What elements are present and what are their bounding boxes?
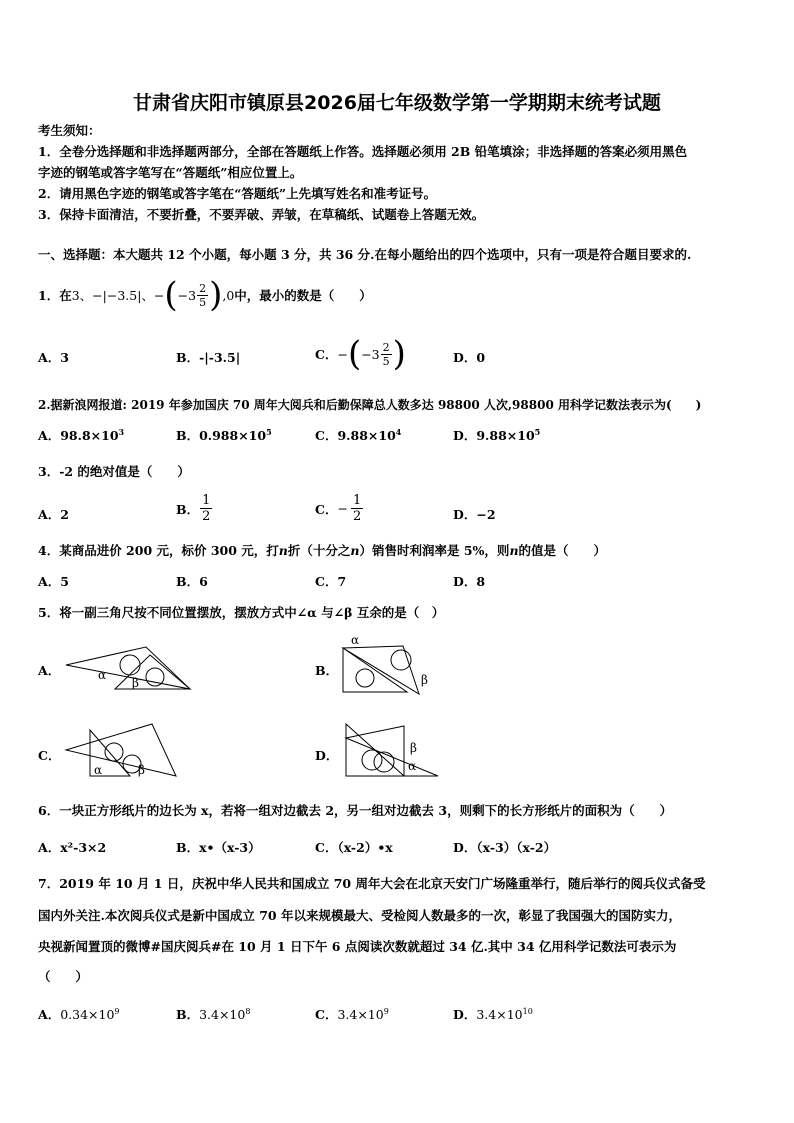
q7-option-c-exponent: 9 [383,1006,389,1016]
q2-option-a-exponent: 3 [118,426,125,437]
q1-option-c-sign: − [337,346,348,362]
q5-figure-a [60,643,205,693]
section-heading: 一、选择题：本大题共 12 个小题，每小题 3 分，共 36 分.在每小题给出的四个选项中，只有一项是符合题目要求的. [38,247,692,262]
q3-option-b-denominator: 2 [202,509,211,524]
q7-option-a-base: 0.34×10 [60,1007,115,1022]
question-6: 6．一块正方形纸片的边长为 x，若将一组对边截去 2，另一组对边截去 3，则剩下的长方形纸片的面积为（ ） [38,803,673,818]
q2-option-d-exponent: 5 [534,426,541,437]
q1-expression-a: 3、−|−3.5|、− [71,288,165,303]
q1-mixed-whole: −3 [177,287,197,303]
q1-option-c-whole: −3 [361,346,380,362]
q2-option-c[interactable] [315,426,401,444]
q4-text-d: 的值是（ ） [518,543,607,558]
q3-option-c[interactable] [315,494,364,523]
q3-option-b[interactable] [176,494,213,523]
question-7-line-1: 7．2019 年 10 月 1 日，庆祝中华人民共和国成立 70 周年大会在北京天安门广场隆重举行，随后举行的阅兵仪式备受 [38,876,706,891]
q3-option-c-sign: − [337,501,348,516]
q2-option-a-base: A．98.8×10 [38,428,119,443]
q2-option-c-exponent: 4 [395,426,402,437]
question-7-line-3: 央视新闻置顶的微博#国庆阅兵#在 10 月 1 日下午 6 点阅读次数就超过 34 亿.其中 34 亿用科学记数法可表示为 [38,939,677,954]
q5-b-beta: β [421,673,428,687]
notice-item-1-line-2: 字迹的钢笔或答字笔写在“答题纸”相应位置上。 [38,165,303,180]
question-5: 5．将一副三角尺按不同位置摆放，摆放方式中∠α 与∠β 互余的是（ ） [38,605,445,620]
q4-option-d[interactable]: D．8 [453,574,486,589]
q1-prefix: 1．在 [38,288,72,303]
q2-option-b[interactable] [176,426,272,444]
q4-option-b[interactable]: B．6 [176,574,208,589]
q5-c-beta: β [138,763,145,777]
q1-option-c-numerator: 2 [382,340,390,354]
q1-option-c-close-paren: ) [392,334,406,374]
q7-option-d-exponent: 10 [522,1006,533,1016]
q5-b-alpha: α [351,633,360,647]
q7-option-c-label: C． [315,1007,338,1022]
q1-option-c-denominator: 5 [382,354,390,368]
q5-a-alpha: α [98,668,107,682]
question-2: 2.据新浪网报道: 2019 年参加国庆 70 周年大阅兵和后勤保障总人数多达 98800 人次,98800 用科学记数法表示为( ) [38,398,702,412]
q5-option-a[interactable]: A． [38,663,61,678]
q4-var-n-1: n [278,543,288,558]
q6-option-a[interactable]: A．x²-3×2 [38,840,107,855]
page-title: 甘肃省庆阳市镇原县2026届七年级数学第一学期期末统考试题 [133,92,661,114]
q6-option-c[interactable]: C．（x-2）•x [315,840,393,855]
q3-option-a[interactable]: A．2 [38,507,69,522]
q1-expression-b: ,0 [222,287,235,303]
q1-suffix: 中，最小的数是（ ） [234,288,372,303]
question-1 [38,275,372,315]
q7-option-c-base: 3.4×10 [337,1007,384,1022]
q1-option-c-open-paren: ( [347,334,362,374]
q5-d-beta: β [410,741,417,755]
q7-option-c[interactable] [315,1005,389,1023]
q2-option-a[interactable] [38,426,124,444]
q7-option-d-label: D． [453,1007,477,1022]
q4-option-a[interactable]: A．5 [38,574,69,589]
q7-option-a-exponent: 9 [114,1006,120,1016]
question-7-line-4: （ ） [38,969,89,984]
notice-item-1-line-1: 1．全卷分选择题和非选择题两部分，全部在答题纸上作答。选择题必须用 2B 铅笔填涂；非选择题的答案必须用黑色 [38,144,688,159]
q5-option-b[interactable]: B． [315,663,339,678]
q1-fraction-numerator: 2 [199,281,207,295]
q1-open-paren: ( [164,275,178,315]
q3-option-b-fraction [200,494,212,523]
q5-option-c[interactable]: C． [38,748,61,763]
q2-option-d[interactable] [453,426,540,444]
q2-option-c-base: C．9.88×10 [315,428,396,443]
q1-fraction-denominator: 5 [199,295,207,309]
q2-option-b-base: B．0.988×10 [176,428,267,443]
q7-option-d-base: 3.4×10 [476,1007,523,1022]
q7-option-b-exponent: 8 [245,1006,251,1016]
question-4 [38,541,606,559]
q7-option-a[interactable] [38,1005,120,1023]
q1-option-b[interactable]: B．-|-3.5| [176,350,241,365]
q3-option-d[interactable]: D．−2 [453,507,496,522]
q5-d-alpha: α [408,759,417,773]
question-7-line-2: 国内外关注.本次阅兵仪式是新中国成立 70 年以来规模最大、受检阅人数最多的一次，彰显了我国强大的国防实力， [38,908,681,923]
q1-fraction [197,283,208,308]
q5-option-d[interactable]: D． [315,748,339,763]
q1-option-d[interactable]: D．0 [453,350,486,365]
q1-option-c-label: C． [315,347,338,362]
notice-item-2: 2．请用黑色字迹的钢笔或答字笔在“答题纸”上先填写姓名和准考证号。 [38,186,437,201]
q3-option-c-fraction [351,494,363,523]
q4-var-n-3: n [509,543,519,558]
question-3: 3．-2 的绝对值是（ ） [38,464,190,479]
q1-close-paren: ) [209,275,223,315]
q5-figure-b [335,632,435,698]
q3-option-b-label: B． [176,501,200,517]
notice-item-3: 3．保持卡面清洁，不要折叠，不要弄破、弄皱，在草稿纸、试题卷上答题无效。 [38,207,485,222]
q2-option-b-exponent: 5 [266,426,272,437]
q5-figure-d [338,718,448,780]
q1-option-c-fraction [381,342,392,367]
q3-option-c-label: C． [315,501,338,517]
q6-option-d[interactable]: D．（x-3）（x-2） [453,840,557,855]
q7-option-b-base: 3.4×10 [199,1007,246,1022]
q5-c-alpha: α [94,763,103,777]
q4-text-c: ）销售时利润率是 5%，则 [359,543,510,558]
q3-option-c-numerator: 1 [352,493,362,508]
notice-heading: 考生须知： [38,123,101,138]
q5-figure-c [60,716,180,780]
q4-text-b: 折（十分之 [287,543,351,558]
q7-option-d[interactable] [453,1005,533,1023]
q5-a-beta: β [132,676,139,690]
q1-option-a[interactable]: A．3 [38,350,69,365]
q4-var-n-2: n [350,543,360,558]
q4-text-a: 4．某商品进价 200 元，标价 300 元，打 [38,543,279,558]
q4-option-c[interactable]: C．7 [315,574,347,589]
q7-option-a-label: A． [38,1007,61,1022]
q7-option-b-label: B． [176,1007,200,1022]
q3-option-c-denominator: 2 [352,509,362,524]
q6-option-b[interactable]: B．x•（x-3） [176,840,261,855]
q2-option-d-base: D．9.88×10 [453,428,535,443]
q7-option-b[interactable] [176,1005,250,1023]
q3-option-b-numerator: 1 [202,493,211,508]
q1-option-c[interactable] [315,334,406,374]
